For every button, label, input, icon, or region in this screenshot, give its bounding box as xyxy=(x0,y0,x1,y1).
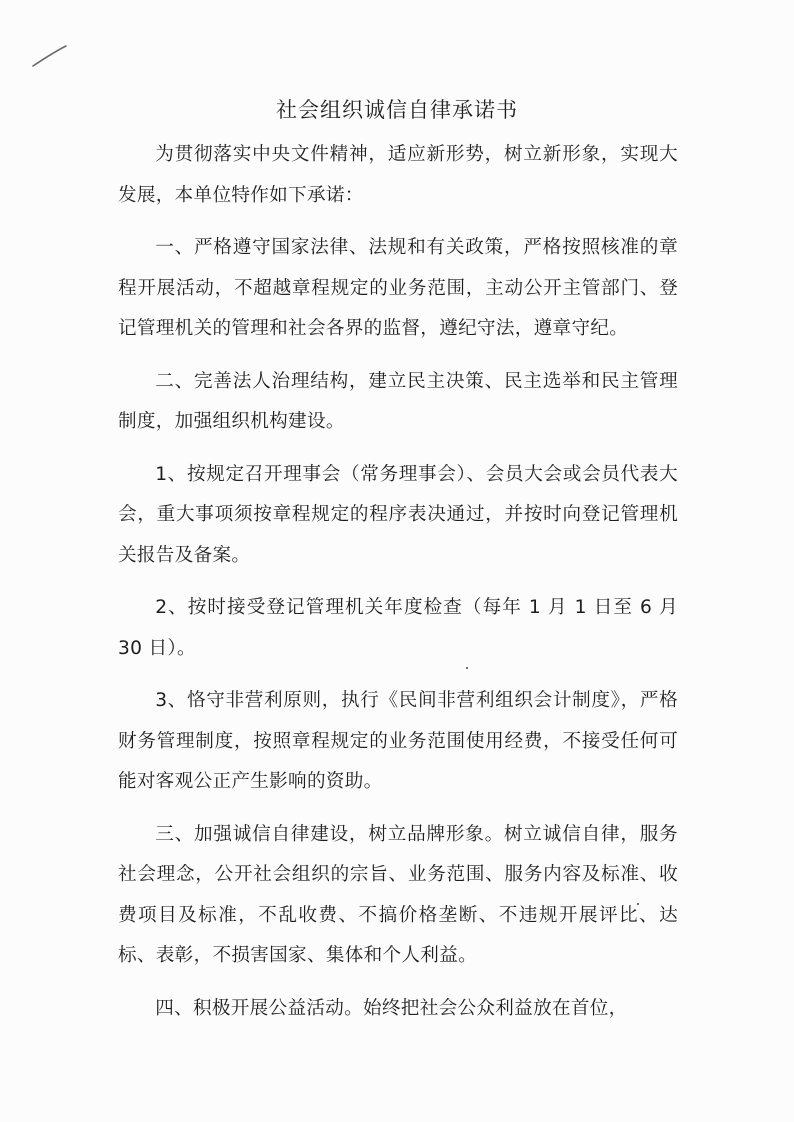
scan-speck xyxy=(637,903,639,905)
document-body xyxy=(118,135,678,1041)
document-title: 社会组织诚信自律承诺书 xyxy=(276,98,518,122)
clause-one-paragraph: 一、严格遵守国家法律、法规和有关政策，严格按照核准的章程开展活动，不超越章程规定的业务范围，主动公开主管部门、登记管理机关的管理和社会各界的监督，遵纪守法，遵章守纪。 xyxy=(118,237,678,339)
pen-stroke-mark-icon xyxy=(30,44,70,70)
clause-four-paragraph: 四、积极开展公益活动。始终把社会公众利益放在首位， xyxy=(155,997,628,1019)
clause-two-item-1-paragraph: 1、按规定召开理事会（常务理事会）、会员大会或会员代表大会，重大事项须按章程规定的程序表决通过，并按时向登记管理机关报告及备案。 xyxy=(118,463,678,566)
scan-speck xyxy=(466,667,468,669)
intro-paragraph: 为贯彻落实中央文件精神，适应新形势，树立新形象，实现大发展，本单位特作如下承诺： xyxy=(118,144,678,206)
clause-two-item-3-paragraph: 3、恪守非营利原则，执行《民间非营利组织会计制度》，严格财务管理制度，按照章程规定的业务范围使用经费，不接受任何可能对客观公正产生影响的资助。 xyxy=(118,690,678,792)
clause-two-item-2-paragraph: 2、按时接受登记管理机关年度检查（每年 1 月 1 日至 6 月 30 日）。 xyxy=(118,597,678,659)
clause-three-paragraph: 三、加强诚信自律建设，树立品牌形象。树立诚信自律，服务社会理念，公开社会组织的宗旨、业务范围、服务内容及标准、收费项目及标准，不乱收费、不搞价格垄断、不违规开展评比、达标、表彰，不损害国家、集体和个人利益。 xyxy=(118,823,678,966)
clause-two-paragraph: 二、完善法人治理结构，建立民主决策、民主选举和民主管理制度，加强组织机构建设。 xyxy=(118,370,678,432)
